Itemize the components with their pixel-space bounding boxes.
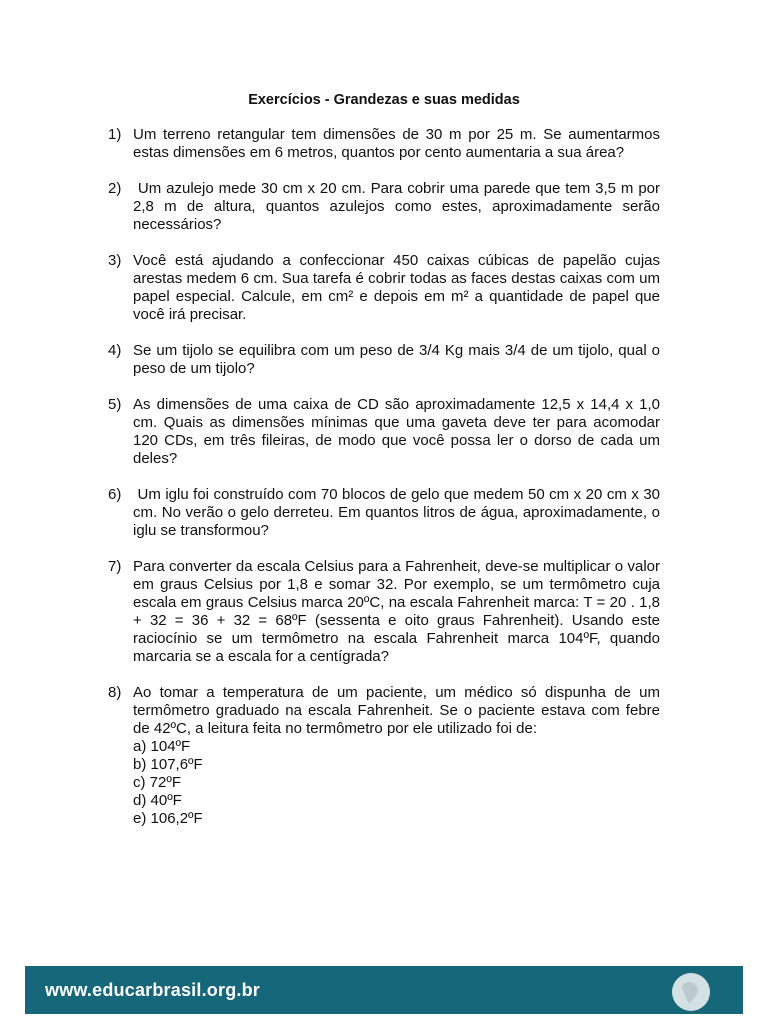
- page-title: Exercícios - Grandezas e suas medidas: [248, 92, 520, 108]
- question-number: 2): [108, 180, 122, 197]
- question-3: [108, 252, 660, 324]
- answer-options: [133, 738, 660, 828]
- question-number: 3): [108, 252, 122, 269]
- question-number: 5): [108, 396, 122, 413]
- question-text: Se um tijolo se equilibra com um peso de 3/4 Kg mais 3/4 de um tijolo, qual o peso de um tijolo?: [133, 342, 660, 377]
- question-8: [108, 684, 660, 828]
- footer-banner: [25, 966, 743, 1014]
- question-text: Você está ajudando a confeccionar 450 caixas cúbicas de papelão cujas arestas medem 6 cm. Sua tarefa é cobrir todas as faces destas caixas com um papel especial. Calcule, em cm² e depois em m² a quantidade de papel que você irá precisar.: [133, 252, 660, 323]
- question-text: Um azulejo mede 30 cm x 20 cm. Para cobrir uma parede que tem 3,5 m por 2,8 m de altura, quantos azulejos como estes, aproximadamente serão necessários?: [133, 180, 665, 233]
- question-body: [133, 684, 660, 828]
- answer-option: e) 106,2ºF: [133, 810, 203, 827]
- exercise-list: [108, 126, 665, 846]
- question-number: 6): [108, 486, 122, 503]
- answer-option: d) 40ºF: [133, 792, 182, 809]
- answer-option: a) 104ºF: [133, 738, 191, 755]
- question-1: [108, 126, 660, 162]
- question-text: Ao tomar a temperatura de um paciente, um médico só dispunha de um termômetro graduado na escala Fahrenheit. Se o paciente estava com febre de 42ºC, a leitura feita no termômetro por ele utilizado foi de:: [133, 684, 660, 737]
- question-number: 4): [108, 342, 122, 359]
- question-number: 7): [108, 558, 122, 575]
- question-5: [108, 396, 660, 468]
- globe-icon: [669, 970, 713, 1014]
- answer-option: c) 72ºF: [133, 774, 181, 791]
- question-text: As dimensões de uma caixa de CD são aproximadamente 12,5 x 14,4 x 1,0 cm. Quais as dimensões mínimas que uma gaveta deve ter para acomodar 120 CDs, em três fileiras, de modo que você possa ler o dorso de cada um deles?: [133, 396, 660, 467]
- question-text: Um terreno retangular tem dimensões de 30 m por 25 m. Se aumentarmos estas dimensões em 6 metros, quantos por cento aumentaria a sua área?: [133, 126, 660, 161]
- question-text: Um iglu foi construído com 70 blocos de gelo que medem 50 cm x 20 cm x 30 cm. No verão o gelo derreteu. Em quantos litros de água, aproximadamente, o iglu se transformou?: [133, 486, 665, 539]
- question-7: [108, 558, 660, 666]
- footer-url-link[interactable]: www.educarbrasil.org.br: [45, 980, 260, 1000]
- question-4: [108, 342, 660, 378]
- question-number: 1): [108, 126, 122, 143]
- question-text: Para converter da escala Celsius para a Fahrenheit, deve-se multiplicar o valor em graus Celsius por 1,8 e somar 32. Por exemplo, se um termômetro cuja escala em graus Celsius marca 20ºC, na escala Fahrenheit marca: T = 20 . 1,8 + 32 = 36 + 32 = 68ºF (sessenta e oito graus Fahrenheit). Usando este raciocínio se um termômetro na escala Fahrenheit marca 104ºF, quando marcaria se a escala for a centígrada?: [133, 558, 660, 665]
- question-6: [108, 486, 665, 540]
- question-number: 8): [108, 684, 122, 701]
- question-2: [108, 180, 665, 234]
- answer-option: b) 107,6ºF: [133, 756, 203, 773]
